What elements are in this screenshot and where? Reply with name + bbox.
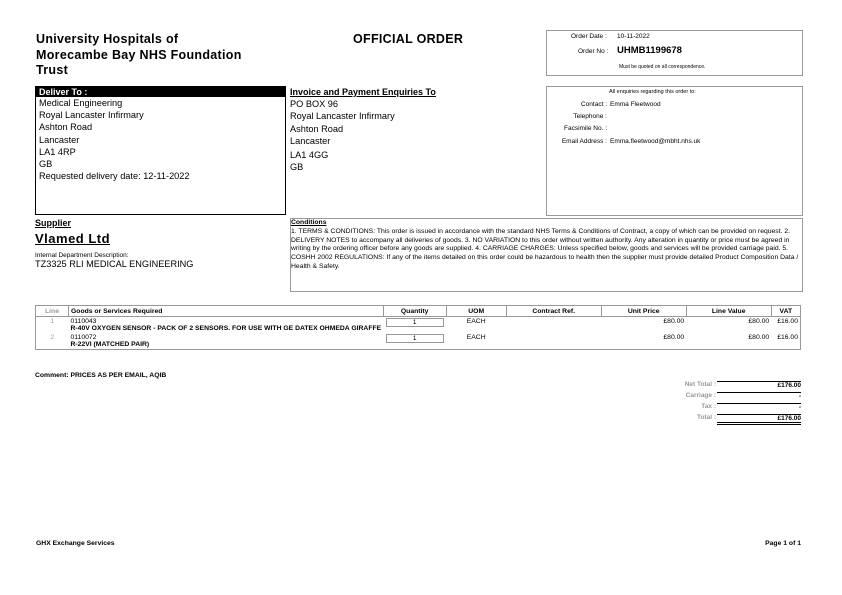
- conditions-text: 1. TERMS & CONDITIONS: This order is issued in accordance with the standard NHS Terms & Conditions of Contract, a copy of which can be provided on request. 2. DELIVERY NOTES to accompany all deliveries of goods. 3. NO VARIATION to this order without written authority. Any alteration in quantity or price must be agreed in writing by the ordering officer before any goods are supplied. 4. CARRIAGE CHARGES: Unless specified below, goods and services will be provided carriage paid. 5. COSHH 2002 REGULATIONS: If any of the items detailed on this order could be hazardous to health then the supplier must provide detailed Product Composition Data / Health & Safety.: [291, 227, 799, 270]
- net-total-label: Net Total :: [684, 381, 716, 388]
- line-value-cell: £80.00: [686, 333, 771, 350]
- deliver-line: Royal Lancaster Infirmary: [39, 110, 144, 121]
- supplier-section: [35, 218, 284, 269]
- page-number: Page 1 of 1: [765, 540, 801, 547]
- total-value: £176.00: [717, 414, 801, 425]
- quantity-cell: [383, 333, 446, 350]
- organisation-line: Trust: [36, 63, 69, 77]
- contact-name: Emma Fleetwood: [610, 101, 661, 108]
- vat-cell: £16.00: [771, 333, 800, 350]
- contact-intro: All enquiries regarding this order to:: [609, 89, 696, 95]
- quantity-value: 1: [386, 318, 444, 327]
- col-goods: Goods or Services Required: [69, 306, 384, 317]
- email-address: Emma.fleetwood@mbht.nhs.uk: [610, 138, 701, 145]
- deliver-line: Ashton Road: [39, 122, 93, 133]
- net-total-row: [640, 381, 801, 392]
- contract-ref-cell: [506, 317, 601, 334]
- telephone-label: Telephone :: [573, 113, 607, 120]
- invoice-line: Ashton Road: [290, 123, 344, 134]
- contract-ref-cell: [506, 333, 601, 350]
- deliver-line: LA1 4RP: [39, 146, 76, 157]
- requested-delivery-date: Requested delivery date: 12-11-2022: [39, 171, 190, 182]
- deliver-to-heading: Deliver To :: [36, 87, 285, 97]
- conditions-heading: Conditions: [291, 219, 327, 226]
- item-description: R-22VI (MATCHED PAIR): [70, 341, 150, 348]
- invoice-line: Royal Lancaster Infirmary: [290, 111, 395, 122]
- invoice-heading: Invoice and Payment Enquiries To: [290, 87, 436, 97]
- order-date: 10-11-2022: [617, 33, 650, 40]
- tax-row: [640, 403, 801, 414]
- col-quantity: Quantity: [383, 306, 446, 317]
- totals-block: [640, 381, 801, 425]
- deliver-line: Lancaster: [39, 134, 80, 145]
- invoice-address: [290, 86, 545, 173]
- invoice-line: Lancaster: [290, 135, 331, 146]
- invoice-line: LA1 4GG: [290, 150, 329, 161]
- contact-box: [546, 86, 803, 216]
- organisation-line: University Hospitals of: [36, 32, 179, 46]
- line-value-cell: £80.00: [748, 318, 770, 325]
- order-date-label: Order Date :: [571, 33, 607, 40]
- col-uom: UOM: [446, 306, 506, 317]
- footer-provider: GHX Exchange Services: [36, 540, 115, 547]
- unit-price-cell: £80.00: [663, 318, 685, 325]
- facsimile-label: Facsimile No. :: [564, 125, 607, 132]
- line-number: 1: [36, 317, 69, 334]
- col-line: Line: [36, 306, 69, 317]
- deliver-line: Medical Engineering: [39, 98, 123, 108]
- net-total-value: £176.00: [717, 381, 801, 389]
- supplier-heading: Supplier: [35, 218, 72, 228]
- item-code: 0110072: [70, 334, 97, 341]
- item-cell: [69, 317, 384, 334]
- item-code: 0110043: [70, 318, 97, 325]
- carriage-label: Carriage :: [685, 392, 716, 399]
- carriage-value: -: [717, 392, 801, 400]
- total-label: Total :: [696, 414, 716, 421]
- supplier-name: Vlamed Ltd: [35, 231, 111, 246]
- deliver-to-box: [35, 86, 286, 215]
- tax-value: -: [717, 403, 801, 411]
- col-line-value: Line Value: [686, 306, 771, 317]
- unit-price-cell: £80.00: [601, 333, 686, 350]
- table-header-row: [36, 306, 801, 317]
- quantity-value: 1: [386, 334, 444, 343]
- invoice-line: GB: [290, 162, 304, 173]
- order-note: Must be quoted on all correspondence.: [619, 64, 706, 70]
- order-comment: Comment: PRICES AS PER EMAIL, AQIB: [35, 372, 167, 379]
- uom-cell: EACH: [466, 318, 486, 325]
- item-cell: [69, 333, 384, 350]
- organisation-line: Morecambe Bay NHS Foundation: [36, 47, 242, 62]
- item-description: R-40V OXYGEN SENSOR - PACK OF 2 SENSORS. FOR USE WITH GE DATEX OHMEDA GIRAFFE: [70, 325, 382, 332]
- invoice-line: PO BOX 96: [290, 99, 339, 110]
- quantity-cell: [383, 317, 446, 334]
- uom-cell: EACH: [446, 333, 506, 350]
- order-items-table: [35, 305, 801, 350]
- tax-label: Tax :: [701, 403, 716, 410]
- order-no-label: Order No :: [578, 48, 609, 55]
- col-unit-price: Unit Price: [601, 306, 686, 317]
- total-row: [640, 414, 801, 425]
- organisation-name: [36, 32, 316, 79]
- department-label: Internal Department Description:: [35, 252, 129, 259]
- col-vat: VAT: [771, 306, 800, 317]
- col-contract-ref: Contract Ref.: [506, 306, 601, 317]
- vat-cell: £16.00: [771, 317, 800, 334]
- order-number: UHMB1199678: [617, 45, 682, 56]
- table-row: [36, 317, 801, 334]
- document-title: OFFICIAL ORDER: [353, 32, 464, 46]
- order-details-box: [546, 30, 803, 76]
- table-row: [36, 333, 801, 350]
- carriage-row: [640, 392, 801, 403]
- conditions-box: [290, 218, 803, 292]
- contact-label: Contact :: [580, 101, 607, 108]
- deliver-line: GB: [39, 159, 53, 170]
- line-number: 2: [36, 333, 69, 350]
- email-label: Email Address :: [561, 138, 607, 145]
- department-description: TZ3325 RLI MEDICAL ENGINEERING: [35, 259, 194, 269]
